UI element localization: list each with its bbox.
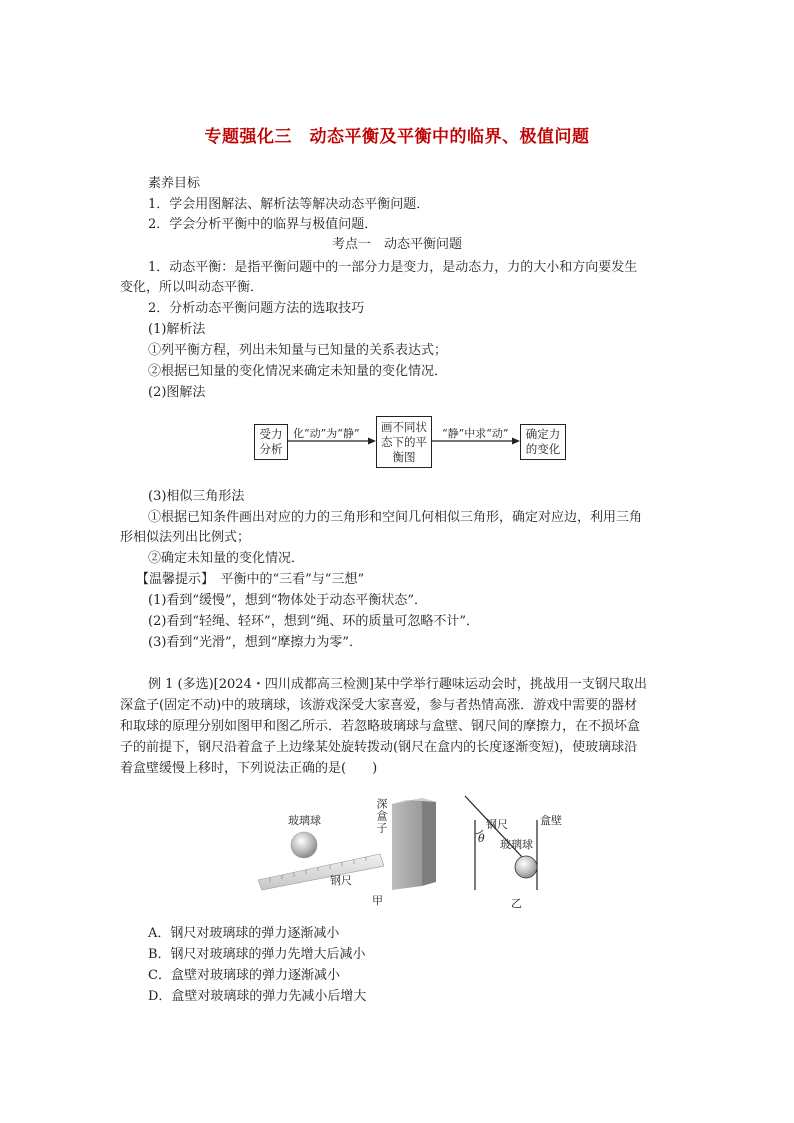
paragraph-line: ①列平衡方程，列出未知量与已知量的关系表达式； [148, 343, 448, 358]
paragraph-line: 形相似法列出比例式； [120, 530, 251, 545]
tip-item: (2)看到“轻绳、轻环”，想到“绳、环的质量可忽略不计”． [148, 614, 479, 629]
ball-label: 玻璃球 [500, 838, 533, 851]
ruler-label: 钢尺 [486, 818, 508, 831]
paragraph-line: ①根据已知条件画出对应的力的三角形和空间几何相似三角形，确定对应边，利用三角 [148, 510, 643, 525]
steel-ruler-icon [258, 854, 384, 890]
example-line: 和取球的原理分别如图甲和图乙所示．若忽略玻璃球与盒壁、钢尺间的摩擦力，在不损坏盒 [120, 719, 641, 734]
goal-item: 1．学会用图解法、解析法等解决动态平衡问题． [148, 197, 430, 212]
page-title: 专题强化三 动态平衡及平衡中的临界、极值问题 [204, 127, 590, 147]
example-line: 深盒子(固定不动)中的玻璃球，该游戏深受大家喜爱，参与者热情高涨．游戏中需要的器材 [120, 698, 638, 713]
ruler-label: 钢尺 [330, 874, 352, 887]
goals-heading: 素养目标 [148, 176, 201, 191]
option-c[interactable]: C．盒壁对玻璃球的弹力逐渐减小 [148, 968, 340, 983]
figure-caption: 甲 [372, 894, 383, 907]
paragraph-line: ②确定未知量的变化情况． [148, 551, 305, 566]
theta-label: θ [478, 832, 485, 845]
wall-label: 盒壁 [540, 814, 562, 827]
flow-box-force-change: 确定力 的变化 [520, 424, 566, 460]
glass-ball-icon [515, 856, 537, 878]
example-line: 子的前提下，钢尺沿着盒子上边缘某处旋转拨动(钢尺在盒内的长度逐渐变短)，使玻璃球沿 [120, 740, 638, 755]
paragraph-line: ②根据已知量的变化情况来确定未知量的变化情况． [148, 364, 448, 379]
option-a[interactable]: A．钢尺对玻璃球的弹力逐渐减小 [148, 926, 340, 941]
method-heading: (1)解析法 [148, 322, 206, 337]
figure-caption: 乙 [511, 897, 522, 910]
flow-box-force-analysis: 受力 分析 [254, 424, 288, 460]
flow-label-dynamic: “静”中求“动” [442, 427, 509, 440]
deep-box-icon [392, 798, 422, 890]
method-heading: (3)相似三角形法 [148, 489, 245, 504]
tip-heading: 【温馨提示】 平衡中的“三看”与“三想” [136, 572, 365, 587]
ball-label: 玻璃球 [288, 814, 321, 827]
goal-item: 2．学会分析平衡中的临界与极值问题． [148, 217, 378, 232]
paragraph-line: 变化，所以叫动态平衡． [120, 280, 264, 295]
tip-item: (3)看到“光滑”，想到“摩擦力为零”． [148, 635, 362, 650]
flow-arrow-2 [432, 436, 522, 446]
glass-ball-icon [291, 832, 317, 858]
paragraph-line: 1．动态平衡：是指平衡问题中的一部分力是变力，是动态力，力的大小和方向要发生 [148, 260, 638, 275]
flow-box-balance-diagram: 画不同状 态下的平 衡图 [376, 416, 432, 468]
section-heading: 考点一 动态平衡问题 [331, 237, 462, 252]
flow-arrow-1 [288, 436, 378, 446]
option-b[interactable]: B．钢尺对玻璃球的弹力先增大后减小 [148, 947, 366, 962]
box-label: 深盒子 [375, 798, 388, 834]
tip-item: (1)看到“缓慢”，想到“物体处于动态平衡状态”． [148, 593, 427, 608]
example-line: 着盒壁缓慢上移时，下列说法正确的是( ) [120, 761, 378, 776]
method-heading: (2)图解法 [148, 385, 206, 400]
flow-label-static: 化“动”为“静” [293, 427, 360, 440]
option-d[interactable]: D．盒壁对玻璃球的弹力先减小后增大 [148, 989, 367, 1004]
example-line: 例 1 (多选)[2024・四川成都高三检测]某中学举行趣味运动会时，挑战用一支钢尺取出 [148, 677, 647, 692]
paragraph-line: 2．分析动态平衡问题方法的选取技巧 [148, 301, 365, 316]
